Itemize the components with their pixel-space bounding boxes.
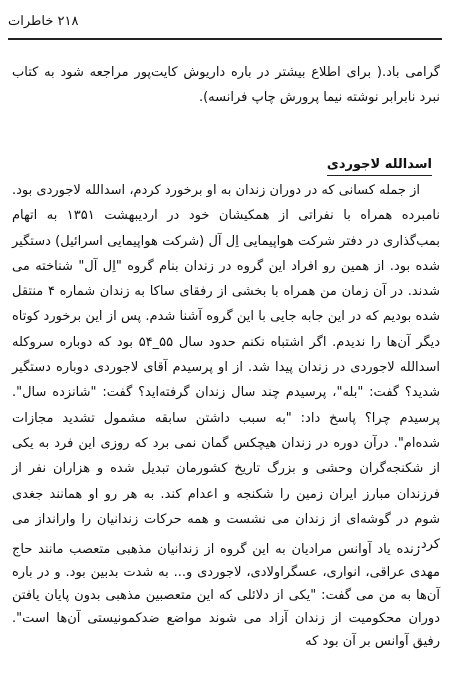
section-heading: اسدالله لاجوردی — [327, 156, 432, 176]
continuation-paragraph: گرامی باد.( برای اطلاع بیشتر در باره داریوش کایت‌پور مراجعه شود به کتاب نبرد نابرابر نوشته نیما پرورش چاپ فرانسه). — [12, 65, 440, 106]
body-paragraph-1: از جمله کسانی که در دوران زندان به او برخورد کردم، اسدالله لاجوردی بود. نامبرده همراه با نفراتی از همکیشان خود در اردیبهشت ۱۳۵۱ به اتهام بمب‌گذاری در دفتر شرکت هواپیمایی اِل آل (شرکت هواپیمایی اسرائیل) دستگیر شده بود. از همین رو افراد این گروه در زندان بنام گروه "اِل آل" شناخته می شدند. در آن زمان من همراه با بخشی از رفقای ساکا به زندان شماره ۴ منتقل شده بودیم که در این جابه جایی با این گروه آشنا شدم. پس از این برخورد کوتاه دیگر آن‌ها را ندیدم. اگر اشتباه نکنم حدود سال ۵۵_۵۴ بود که دوباره سروکله اسدالله لاجوردی در زندان پیدا شد. از او پرسیدم آقای لاجوردی دوباره دستگیر شدید؟ گفت: "بله"، پرسیدم چند سال زندان گرفته‌اید؟ گفت: "شانزده سال". پرسیدم چرا؟ پاسخ داد: "به سبب داشتن سابقه مشمول تشدید مجازات شده‌ام". درآن دوره در زندان هیچکس گمان نمی برد که روزی این فرد به یکی از شکنجه‌گران وحشی و بزرگ تاریخ کشورمان تبدیل شده و هزاران نفر از فرزندان مبارز ایران زمین را شکنجه و اعدام کند. به هر رو او همانند جغدی شوم در گوشه‌ای از زندان می نشست و همه حرکات زندانیان را وارانداز می کرد. — [12, 183, 440, 553]
body-paragraph-2: زنده یاد آوانس مرادیان به این گروه از زندانیان مذهبی متعصب مانند حاج مهدی عراقی، انواری، عسگراولادی، لاجوردی و... به شدت بدبین بود. و در باره آن‌ها به من می گفت: "یکی از دلائلی که این متعصبین مذهبی بدون پایان یافتن دوران محکومیت از زندان آزاد می شوند مواضع ضدکمونیستی آن‌ها است". رفیق آوانس بر آن بود که — [12, 542, 440, 649]
page-number-and-book-title: ۲۱۸ خاطرات — [8, 14, 79, 29]
page-header — [8, 6, 442, 40]
